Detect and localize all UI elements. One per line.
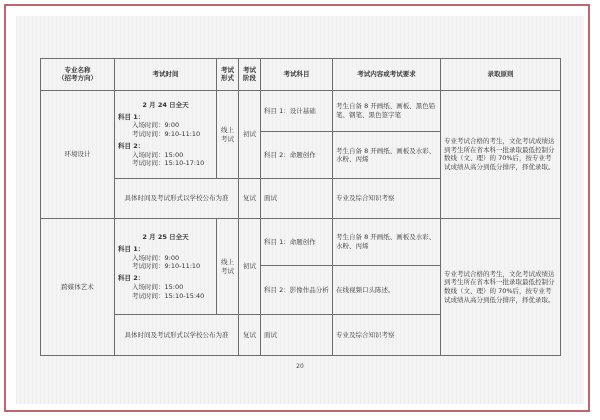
content-cell: 考生自备 8 开画纸、画板、黑色铅笔、钢笔、黑色签字笔 (333, 90, 441, 132)
content-cell: 专业及综合知识考察 (333, 315, 441, 356)
time-cell (115, 90, 217, 179)
content-cell: 考生自备 8 开画纸、画板及水彩、水粉、丙烯 (333, 219, 441, 266)
time-cell (115, 219, 217, 315)
admission-rule-cell: 专业考试合格的考生，文化考试成绩达到考生所在省本科一批录取最低控制分数线（文、理）的 70%后，按专业考试成绩从高分到低分排序，择优录取。 (441, 219, 561, 356)
retest-note-cell: 具体时间及考试形式以学校公布为准 (115, 179, 239, 219)
exam-form-cell: 线上考试 (217, 219, 239, 315)
header-form: 考试 形式 (217, 59, 239, 91)
subject-cell: 面试 (261, 315, 333, 356)
exam-schedule-table (40, 58, 561, 356)
content-cell: 考生自备 8 开画纸、画板及水彩、水粉、丙烯 (333, 132, 441, 179)
exam-stage-cell: 复试 (239, 179, 261, 219)
subject1-entry-time: 入场时间：9:00 (132, 253, 180, 262)
subject1-entry-time: 入场时间：9:00 (132, 121, 180, 130)
exam-stage-cell: 初试 (239, 219, 261, 315)
table-row (41, 219, 561, 266)
subject1-exam-time: 考试时间：9:10-11:10 (132, 130, 201, 139)
content-cell: 专业及综合知识考察 (333, 179, 441, 219)
subject-cell: 科目 1：命题创作 (261, 219, 333, 266)
header-time: 考试时间 (115, 59, 217, 91)
subject-cell: 科目 2：命题创作 (261, 132, 333, 179)
header-content: 考试内容或考试要求 (333, 59, 441, 91)
subject-cell: 科目 1：设计基础 (261, 90, 333, 132)
header-row (41, 59, 561, 91)
subject2-title: 科目 2： (118, 274, 145, 283)
subject2-entry-time: 入场时间：15:00 (132, 282, 184, 291)
exam-stage-cell: 初试 (239, 90, 261, 179)
subject-cell: 面试 (261, 179, 333, 219)
subject1-title: 科目 1： (118, 244, 145, 253)
subject1-title: 科目 1： (118, 112, 145, 121)
exam-date: 2 月 24 日全天 (142, 100, 189, 109)
header-subject: 考试科目 (261, 59, 333, 91)
exam-stage-cell: 复试 (239, 315, 261, 356)
header-major: 专业名称 （招考方向） (41, 59, 115, 91)
major-cell: 跨媒体艺术 (41, 219, 115, 356)
subject2-exam-time: 考试时间：15:10-15:40 (132, 291, 205, 300)
exam-date: 2 月 25 日全天 (142, 232, 189, 241)
table-row (41, 90, 561, 132)
subject-cell: 科目 2：影像作品分析 (261, 266, 333, 315)
subject2-entry-time: 入场时间：15:00 (132, 150, 184, 159)
exam-form-cell: 线上考试 (217, 90, 239, 179)
major-cell: 环境设计 (41, 90, 115, 219)
subject1-exam-time: 考试时间：9:10-11:10 (132, 262, 201, 271)
header-rule: 录取原则 (441, 59, 561, 91)
admission-rule-cell: 专业考试合格的考生，文化考试成绩达到考生所在省本科一批录取最低控制分数线（文、理）的 70%后，按专业考试成绩从高分到低分排序，择优录取。 (441, 90, 561, 219)
retest-note-cell: 具体时间及考试形式以学校公布为准 (115, 315, 239, 356)
subject2-title: 科目 2： (118, 141, 145, 150)
content-cell: 在线视频口头陈述。 (333, 266, 441, 315)
subject2-exam-time: 考试时间：15:10-17:10 (132, 159, 205, 168)
page-number: 20 (296, 363, 304, 370)
header-stage: 考试 阶段 (239, 59, 261, 91)
